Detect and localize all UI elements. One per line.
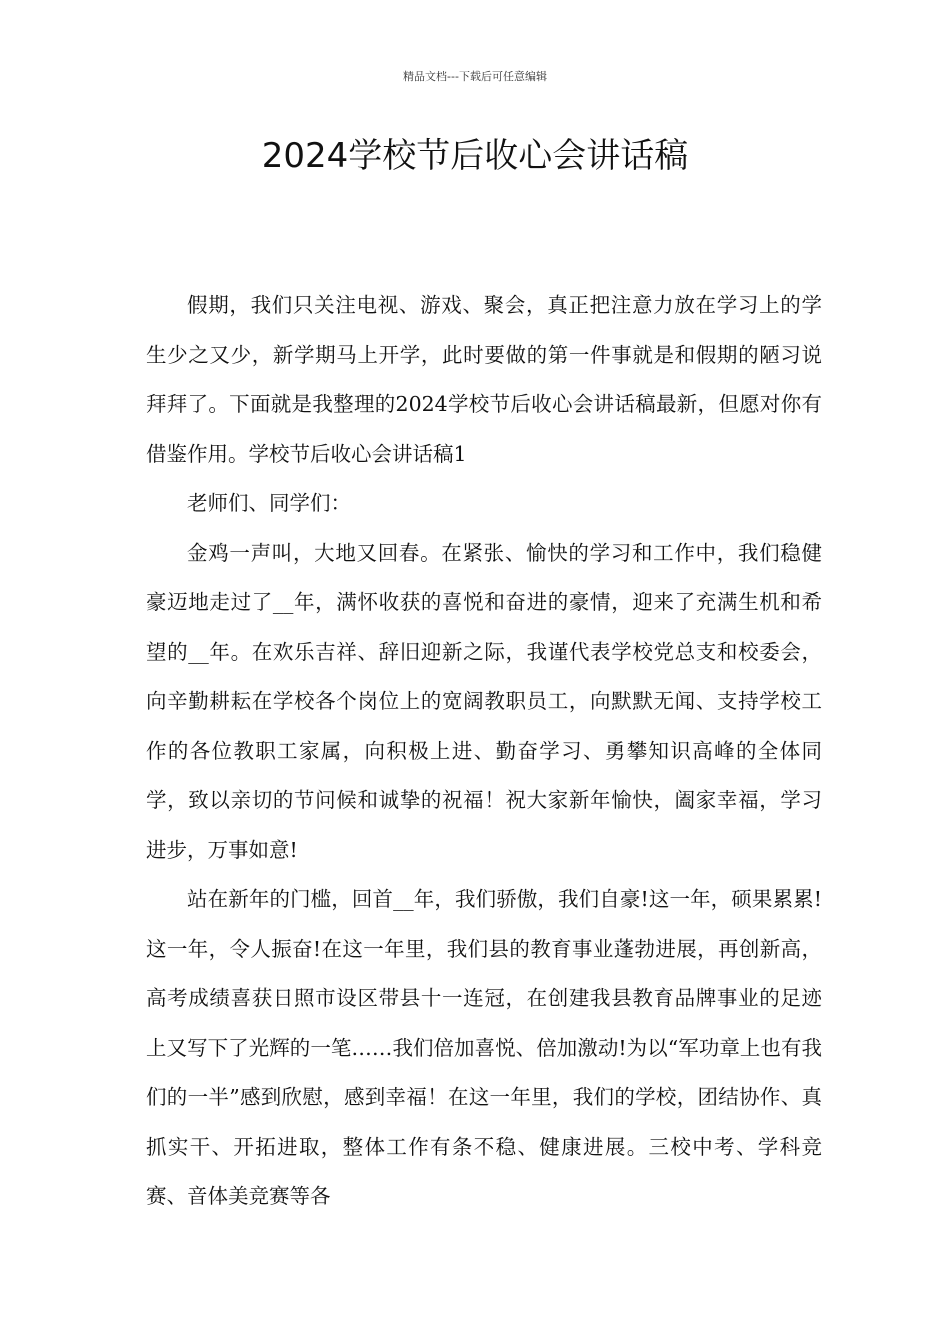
paragraph-new-year-greeting: 金鸡一声叫，大地又回春。在紧张、愉快的学习和工作中，我们稳健豪迈地走过了__年，满怀收获的喜悦和奋进的豪情，迎来了充满生机和希望的__年。在欢乐吉祥、辞旧迎新之际，我谨代表学校党总支和校委会，向辛勤耕耘在学校各个岗位上的宽阔教职员工，向默默无闻、支持学校工作的各位教职工家属，向积极上进、勤奋学习、勇攀知识高峰的全体同学，致以亲切的节问候和诚挚的祝福！祝大家新年愉快，阖家幸福，学习进步，万事如意!	[146, 540, 822, 862]
header-note: 精品文档---下载后可任意编辑	[403, 70, 547, 83]
document-body	[146, 281, 822, 1222]
paragraph-intro: 假期，我们只关注电视、游戏、聚会，真正把注意力放在学习上的学生少之又少，新学期马上开学，此时要做的第一件事就是和假期的陋习说拜拜了。下面就是我整理的2024学校节后收心会讲话稿最新，但愿对你有借鉴作用。学校节后收心会讲话稿1	[146, 293, 822, 466]
paragraph-salutation: 老师们、同学们：	[187, 491, 351, 515]
paragraph-year-review: 站在新年的门槛，回首__年，我们骄傲，我们自豪!这一年，硕果累累!这一年，令人振奋!在这一年里，我们县的教育事业蓬勃进展，再创新高，高考成绩喜获日照市设区带县十一连冠，在创建我县教育品牌事业的足迹上又写下了光辉的一笔……我们倍加喜悦、倍加激动!为以“军功章上也有我们的一半”感到欣慰，感到幸福！在这一年里，我们的学校，团结协作、真抓实干、开拓进取，整体工作有条不稳、健康进展。三校中考、学科竞赛、音体美竞赛等各	[146, 887, 822, 1208]
document-title: 2024学校节后收心会讲话稿	[261, 136, 689, 176]
